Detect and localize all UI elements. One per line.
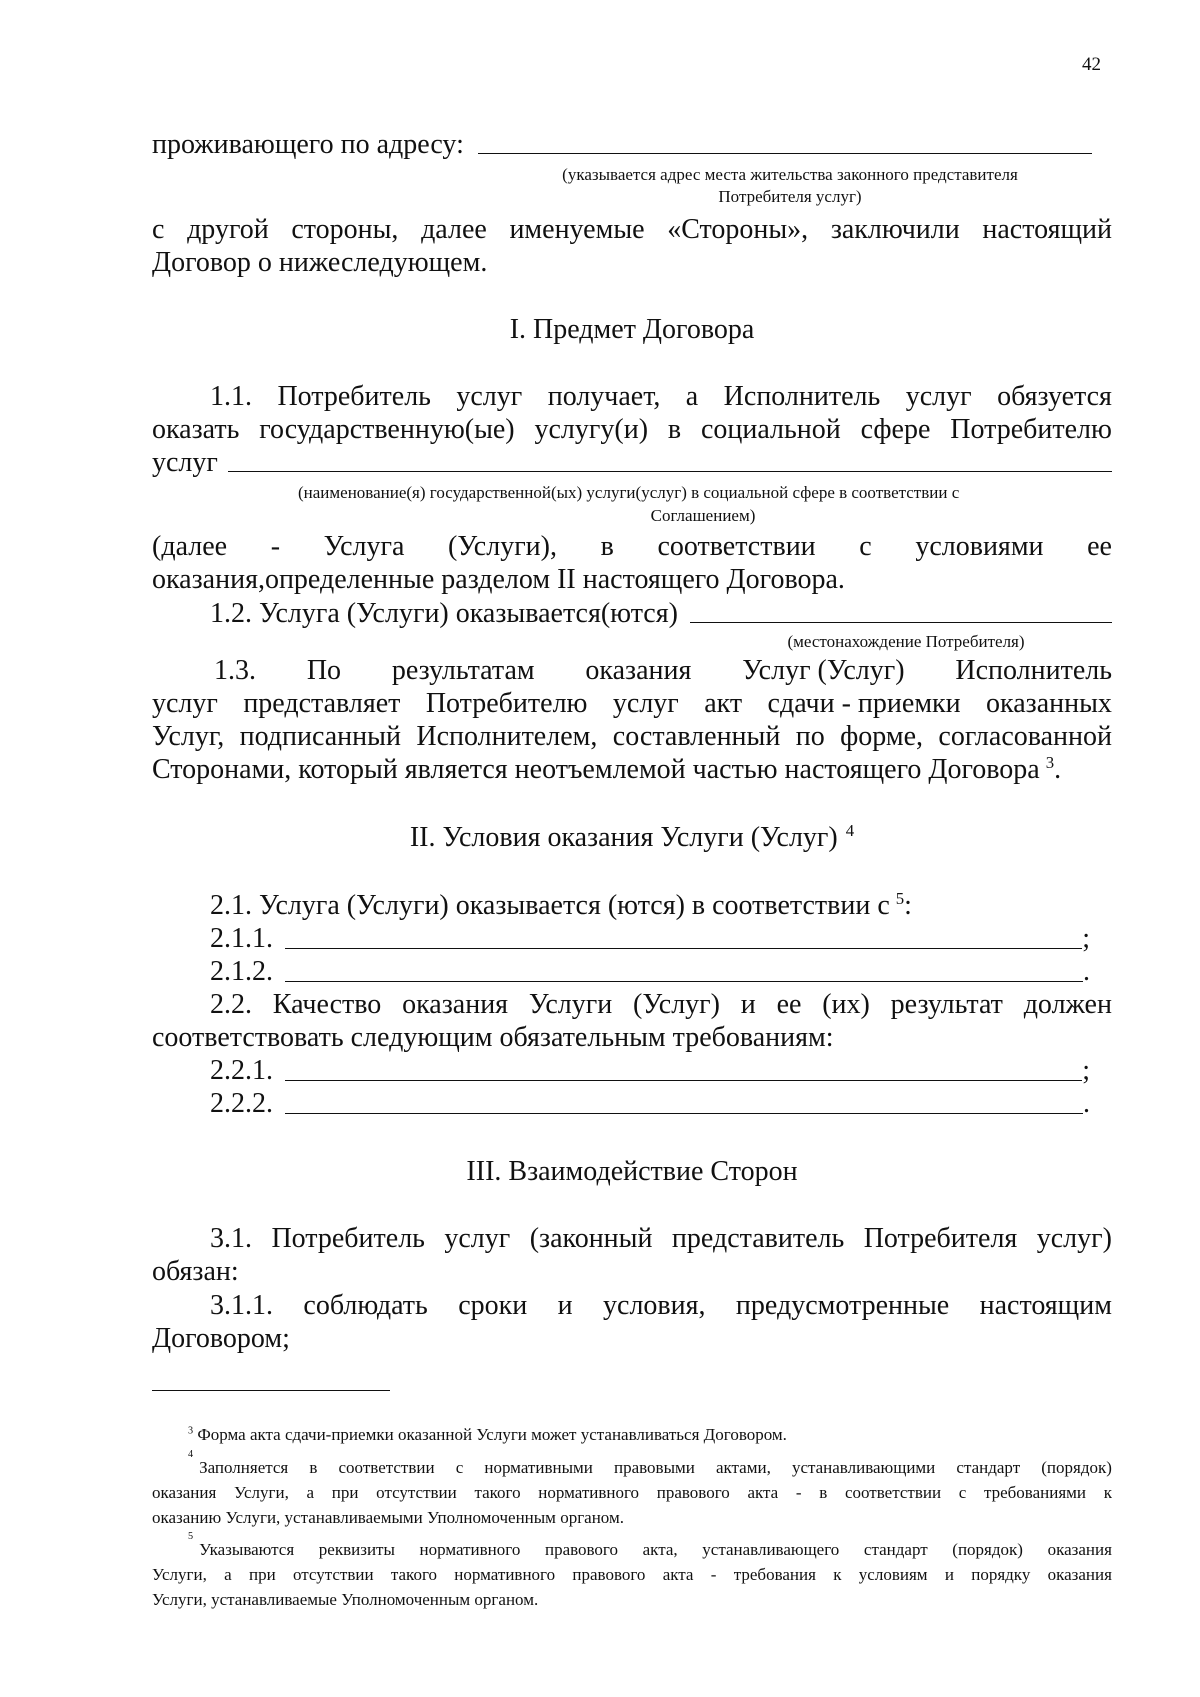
word: с [152, 214, 165, 245]
word: по [795, 721, 825, 752]
word: устанавливающего [702, 1540, 840, 1559]
word: условиям [858, 1565, 928, 1584]
p2-1-1-blank-line [285, 948, 1082, 949]
p2-2-1-end: ; [1082, 1055, 1090, 1086]
word: предусмотренные [735, 1290, 950, 1321]
p2-2-1-number: 2.2.1. [210, 1055, 273, 1086]
p2-1 [210, 889, 912, 922]
footnote-ref-3: 3 [1045, 752, 1055, 772]
word: услуг [905, 381, 972, 412]
footnote-4-number: 4 [188, 1449, 194, 1460]
section-2-title-text: II. Условия оказания Услуги (Услуг) [409, 822, 838, 853]
word: акта, [642, 1540, 678, 1559]
word: правового [656, 1483, 730, 1502]
page-number: 42 [1082, 54, 1101, 75]
word: оказания [1047, 1565, 1112, 1584]
word: Исполнитель [723, 381, 881, 412]
word: акта [662, 1565, 694, 1584]
word: оказания [585, 655, 692, 686]
word: (порядок) [952, 1540, 1023, 1559]
location-note: (местонахождение Потребителя) [787, 632, 1025, 651]
word: нормативного [538, 1483, 640, 1502]
word: Качество [272, 989, 382, 1020]
word: Услуги [528, 989, 613, 1020]
p1-1-line-5: оказания,определенные разделом II настоящего Договора. [152, 564, 845, 595]
word: Потребителя [863, 1223, 1018, 1254]
address-note-1: (указывается адрес места жительства законного представителя [562, 165, 1018, 184]
word: обязуется [997, 381, 1112, 412]
word: нормативного [419, 1540, 521, 1559]
word: представитель [671, 1223, 845, 1254]
p2-1-2-number: 2.1.2. [210, 956, 273, 987]
word: получает, [547, 381, 661, 412]
p2-1-2 [210, 955, 1090, 988]
word: 3.1. [210, 1223, 252, 1254]
p2-1-1 [210, 922, 1090, 955]
word: а [685, 381, 699, 412]
word: результат [890, 989, 1003, 1020]
word: Исполнитель [955, 655, 1112, 686]
word: - [795, 1483, 802, 1502]
word: Услуг, [152, 721, 225, 752]
word: правовыми [613, 1458, 695, 1477]
p2-1-1-end: ; [1082, 923, 1090, 954]
word: соответствии [844, 1483, 942, 1502]
word: Услуги, [234, 1483, 289, 1502]
word: стандарт [863, 1540, 928, 1559]
word: - [270, 531, 281, 562]
word: Потребитель [271, 1223, 425, 1254]
section-3-title: III. Взаимодействие Сторон [466, 1156, 798, 1187]
section-1-title: I. Предмет Договора [509, 314, 755, 345]
word: реквизиты [318, 1540, 395, 1559]
word: (далее [152, 531, 228, 562]
word: заключили [830, 214, 960, 245]
p2-2-2-number: 2.2.2. [210, 1088, 273, 1119]
footnote-3-text: Форма акта сдачи-приемки оказанной Услуги может устанавливаться Договором. [197, 1425, 787, 1444]
word: с [958, 1483, 967, 1502]
word: Исполнителем, [416, 721, 598, 752]
word: такого [474, 1483, 521, 1502]
p2-1-end: : [904, 890, 912, 921]
p1-3-line-1 [214, 654, 1112, 687]
word: Услуги, [152, 1565, 207, 1584]
address-note-2: Потребителя услуг) [718, 187, 862, 206]
word: Потребителю [425, 688, 588, 719]
word: именуемые [509, 214, 645, 245]
word: такого [390, 1565, 437, 1584]
word: с [859, 531, 872, 562]
word: 3.1.1. [210, 1290, 273, 1321]
word: далее [421, 214, 487, 245]
footnote-3 [188, 1422, 787, 1447]
word: настоящий [982, 214, 1112, 245]
p2-2-1 [210, 1054, 1090, 1087]
address-blank-line [478, 153, 1092, 154]
word: Потребителю [950, 414, 1112, 445]
p2-2-line-1 [210, 988, 1112, 1021]
address-label: проживающего по адресу: [152, 129, 464, 160]
p1-1-line-1 [210, 380, 1112, 413]
word: требованиями [983, 1483, 1087, 1502]
intro-line-1 [152, 213, 1112, 246]
word: соблюдать [303, 1290, 428, 1321]
word: и [740, 989, 756, 1020]
p1-2-text: 1.2. Услуга (Услуги) оказывается(ются) [210, 598, 678, 629]
footnote-4-line-2 [152, 1480, 1112, 1505]
word: и [557, 1290, 573, 1321]
p3-1-1-line-1 [210, 1289, 1112, 1322]
p2-2-2-end: . [1083, 1088, 1090, 1119]
word: отсутствии [376, 1483, 457, 1502]
word: оказать [152, 414, 240, 445]
word: настоящим [979, 1290, 1112, 1321]
word: в [667, 414, 682, 445]
word: (порядок) [1041, 1458, 1112, 1477]
word: По [306, 655, 342, 686]
word: при [248, 1565, 276, 1584]
word: Услуг (Услуг) [742, 655, 905, 686]
word: условиями [915, 531, 1044, 562]
word: условия, [603, 1290, 706, 1321]
word: подписанный [239, 721, 401, 752]
word: «Стороны», [667, 214, 809, 245]
word: ее [1087, 531, 1112, 562]
section-2-title [152, 821, 1112, 854]
word: отсутствии [292, 1565, 374, 1584]
p2-2-2 [210, 1087, 1090, 1120]
p1-3-text: Сторонами, который является неотъемлемой частью настоящего Договора [152, 754, 1040, 785]
footnote-separator [152, 1390, 390, 1391]
p2-2-line-2: соответствовать следующим обязательным требованиям: [152, 1022, 834, 1053]
word: в [600, 531, 614, 562]
word: услугу(и) [534, 414, 649, 445]
p2-1-2-end: . [1083, 956, 1090, 987]
word: актами, [715, 1458, 771, 1477]
word: а [306, 1483, 315, 1502]
p2-1-2-blank-line [285, 981, 1083, 982]
word: с [455, 1458, 464, 1477]
word: стороны, [291, 214, 399, 245]
word: должен [1023, 989, 1112, 1020]
p1-3-line-2 [152, 687, 1112, 720]
word: а [224, 1565, 232, 1584]
word: соответствии [657, 531, 816, 562]
word: (Услуги), [448, 531, 557, 562]
word: составленный [612, 721, 781, 752]
word: результатам [391, 655, 535, 686]
p1-1-line-2 [152, 413, 1112, 446]
word: услуг [444, 1223, 511, 1254]
word: (Услуг) [633, 989, 720, 1020]
p2-2-2-blank-line [285, 1113, 1083, 1114]
word: социальной [700, 414, 841, 445]
word: 1.3. [214, 655, 256, 686]
location-blank-line [690, 622, 1112, 623]
word: (их) [822, 989, 870, 1020]
p1-1-line-4 [152, 530, 1112, 563]
word: стандарт [956, 1458, 1021, 1477]
word: Указываются [199, 1540, 295, 1559]
word: услуг [456, 381, 523, 412]
word: оказания [152, 1483, 217, 1502]
word: сфере [860, 414, 931, 445]
word: оказания [1047, 1540, 1112, 1559]
p2-1-1-number: 2.1.1. [210, 923, 273, 954]
footnote-4-line-1-words [199, 1455, 1112, 1480]
footnote-4-line-1 [188, 1449, 1112, 1480]
word: в [309, 1458, 318, 1477]
word: правового [572, 1565, 646, 1584]
p2-2-1-blank-line [285, 1080, 1082, 1081]
word: правового [544, 1540, 618, 1559]
word: Заполняется [199, 1458, 289, 1477]
word: представляет [243, 688, 401, 719]
footnote-5-line-1 [188, 1531, 1112, 1562]
word: сдачи - приемки [767, 688, 961, 719]
word: нормативными [484, 1458, 593, 1477]
word: Потребитель [277, 381, 431, 412]
word: нормативного [454, 1565, 556, 1584]
word: ее [776, 989, 802, 1020]
p1-1-line-3 [152, 446, 1112, 479]
word: при [331, 1483, 359, 1502]
footnote-ref-4: 4 [845, 820, 855, 840]
footnote-5-line-2 [152, 1562, 1112, 1587]
word: услуг [152, 688, 218, 719]
footnote-5-number: 5 [188, 1531, 194, 1542]
word: в [819, 1483, 828, 1502]
intro-line-2: Договор о нижеследующем. [152, 247, 488, 278]
word: 2.2. [210, 989, 252, 1020]
word: услуг) [1036, 1223, 1112, 1254]
word: - [710, 1565, 717, 1584]
word: требования [733, 1565, 816, 1584]
p2-1-text: 2.1. Услуга (Услуги) оказывается (ются) в соответствии с [210, 890, 890, 921]
address-row [152, 128, 1092, 161]
service-name-note-2: Соглашением) [650, 506, 756, 525]
word: акт [704, 688, 743, 719]
footnote-5-line-3: Услуги, устанавливаемые Уполномоченным органом. [152, 1590, 539, 1609]
p3-1-1-line-2: Договором; [152, 1323, 290, 1354]
word: сроки [458, 1290, 528, 1321]
word: (законный [529, 1223, 653, 1254]
word: Услуга [323, 531, 405, 562]
word: соответствии [338, 1458, 435, 1477]
word: другой [187, 214, 269, 245]
p1-3-end: . [1054, 754, 1062, 785]
word: согласованной [938, 721, 1112, 752]
word: оказанных [986, 688, 1112, 719]
word: к [1103, 1483, 1112, 1502]
footnote-3-number: 3 [188, 1425, 194, 1437]
p1-3-line-3 [152, 720, 1112, 753]
footnote-5-line-1-words [199, 1537, 1112, 1562]
word: к [833, 1565, 842, 1584]
word: и [944, 1565, 954, 1584]
footnote-4-line-3: оказанию Услуги, устанавливаемыми Уполномоченным органом. [152, 1508, 624, 1527]
word: устанавливающими [791, 1458, 936, 1477]
service-name-blank-line [228, 471, 1112, 472]
p3-1-line-1 [210, 1222, 1112, 1255]
word: услуг [612, 688, 679, 719]
word: 1.1. [210, 381, 252, 412]
word: государственную(ые) [259, 414, 515, 445]
service-name-note-1: (наименование(я) государственной(ых) услуги(услуг) в социальной сфере в соответствии с [298, 483, 960, 502]
word: оказания [402, 989, 509, 1020]
p1-2 [210, 597, 1112, 630]
word: форме, [840, 721, 924, 752]
word: порядку [971, 1565, 1031, 1584]
p1-1-word: услуг [152, 447, 218, 478]
footnote-ref-5: 5 [895, 888, 905, 908]
p3-1-line-2: обязан: [152, 1256, 239, 1287]
p1-3-line-4 [152, 753, 1061, 786]
word: акта [747, 1483, 779, 1502]
